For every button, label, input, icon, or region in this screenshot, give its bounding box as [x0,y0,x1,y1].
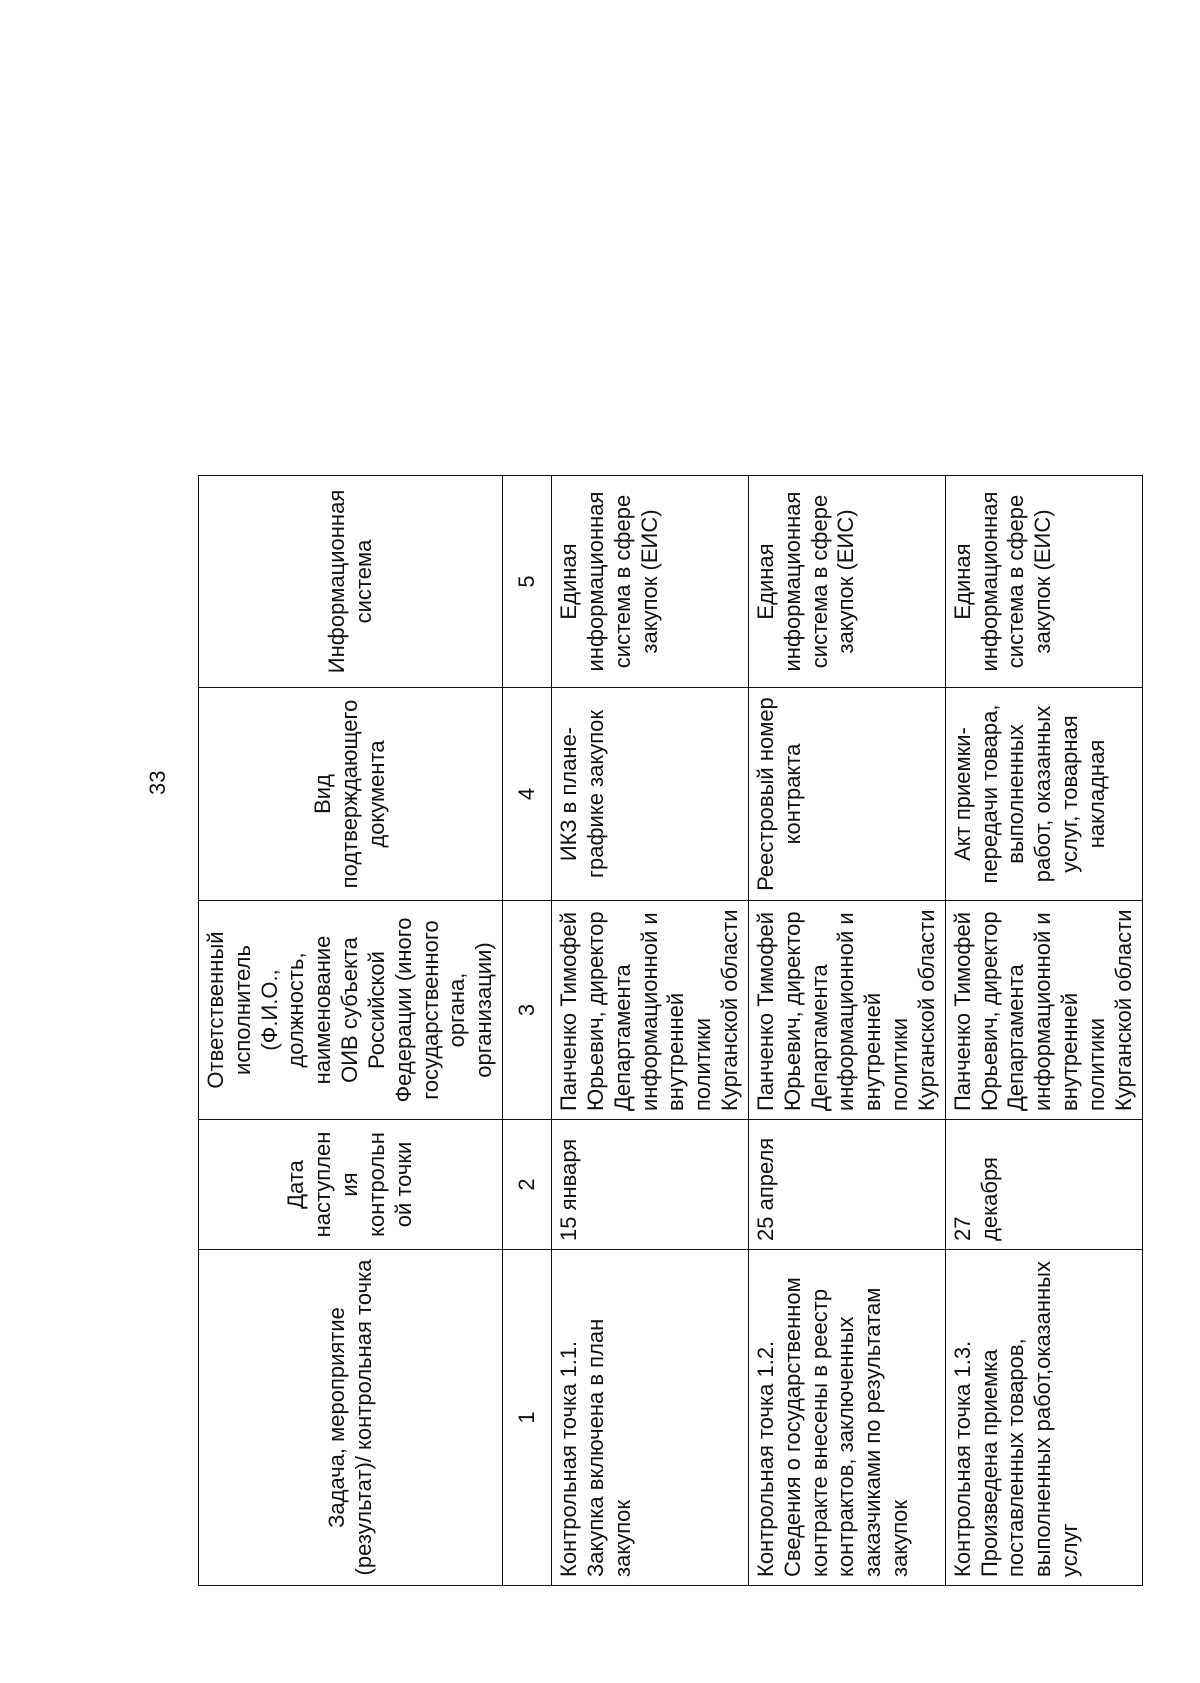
task-cell: Контрольная точка 1.1. Закупка включена в план закупок [552,1250,749,1586]
header-system: Информационная система [199,476,503,688]
header-responsible: Ответственный исполнитель (Ф.И.О., должность, наименование ОИВ субъекта Российской Федерации (иного государственного органа, организации) [199,901,503,1120]
date-cell: 27 декабря [945,1120,1142,1250]
responsible-cell: Панченко Тимофей Юрьевич, директор Департамента информационной и внутренней политики Курганской области [945,901,1142,1120]
date-cell: 25 апреля [748,1120,945,1250]
header-row [199,476,503,1586]
system-cell: Единая информационная система в сфере закупок (ЕИС) [552,476,749,688]
table-row [748,476,945,1586]
system-cell: Единая информационная система в сфере закупок (ЕИС) [945,476,1142,688]
document-cell: Акт приемки-передачи товара, выполненных работ, оказанных услуг, товарная накладная [945,688,1142,901]
column-number: 5 [503,476,552,688]
date-cell: 15 января [552,1120,749,1250]
document-cell: Реестровый номер контракта [748,688,945,901]
column-number-row [503,476,552,1586]
table-row [552,476,749,1586]
responsible-cell: Панченко Тимофей Юрьевич, директор Департамента информационной и внутренней политики Курганской области [552,901,749,1120]
system-cell: Единая информационная система в сфере закупок (ЕИС) [748,476,945,688]
control-points-table [198,475,1143,1586]
rotated-table-container [198,26,1200,1586]
column-number: 4 [503,688,552,901]
header-document: Вид подтверждающего документа [199,688,503,901]
column-number: 1 [503,1250,552,1586]
header-task: Задача, мероприятие (результат)/ контрольная точка [199,1250,503,1586]
page-number: 33 [145,770,170,795]
document-cell: ИКЗ в плане-графике закупок [552,688,749,901]
task-cell: Контрольная точка 1.3. Произведена приемка поставленных товаров, выполненных работ,оказанных услуг [945,1250,1142,1586]
responsible-cell: Панченко Тимофей Юрьевич, директор Департамента информационной и внутренней политики Курганской области [748,901,945,1120]
table-header [199,476,503,1586]
table-row [945,476,1142,1586]
header-date: Дата наступления контрольной точки [199,1120,503,1250]
column-number: 3 [503,901,552,1120]
task-cell: Контрольная точка 1.2. Сведения о государственном контракте внесены в реестр контрактов, заключенных заказчиками по результатам закупок [748,1250,945,1586]
column-number: 2 [503,1120,552,1250]
